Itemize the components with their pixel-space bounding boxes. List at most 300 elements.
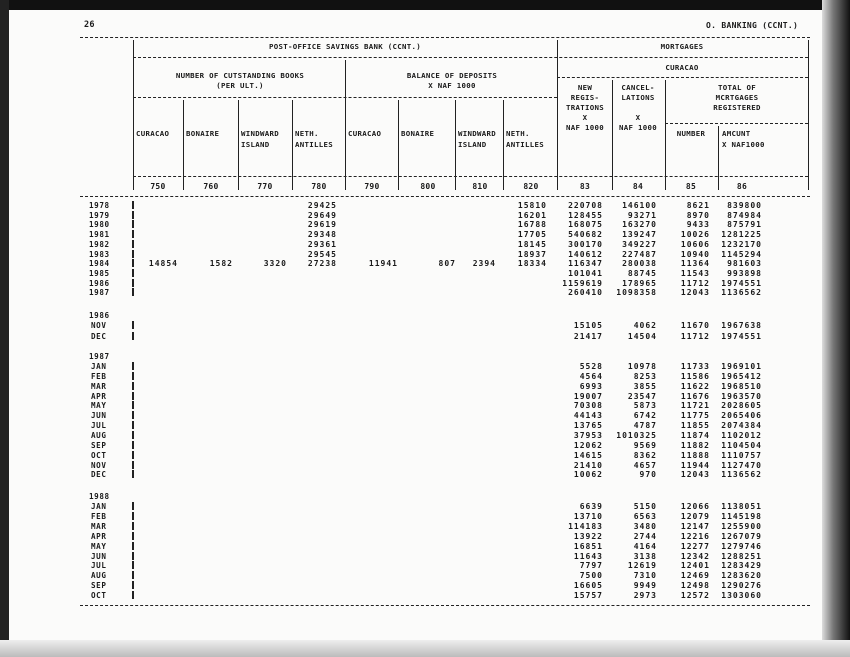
cell-value: 12498: [680, 581, 710, 591]
row-marker: [132, 220, 134, 228]
row-marker: [132, 421, 134, 429]
cell-value: 101041: [568, 268, 603, 278]
row-label: 1979: [89, 210, 110, 220]
row-marker: [132, 512, 134, 520]
column-header-line2: ANTILLES: [295, 140, 333, 149]
table-row: [0, 332, 850, 341]
month-label: SEP: [91, 440, 107, 450]
cell-value: 1281225: [721, 230, 762, 240]
cell-value: 18937: [517, 249, 547, 259]
cell-value: 11364: [680, 259, 710, 269]
cell-value: 1159619: [562, 278, 603, 288]
cell-value: 21417: [573, 331, 603, 341]
column-code: 85: [685, 182, 697, 191]
month-label: MAY: [91, 401, 107, 411]
cell-value: 1127470: [721, 460, 762, 470]
cell-value: 1969101: [721, 362, 762, 371]
cell-value: 1283620: [721, 571, 762, 581]
cell-value: 70308: [573, 401, 603, 411]
cell-value: 13710: [573, 511, 603, 521]
cell-value: 7310: [633, 571, 657, 581]
row-marker: [132, 542, 134, 550]
cell-value: 12342: [680, 551, 710, 561]
cell-value: 88745: [627, 268, 657, 278]
month-label: FEB: [91, 371, 107, 381]
cell-value: 280038: [622, 259, 657, 269]
row-marker: [132, 532, 134, 540]
month-label: FEB: [91, 511, 107, 521]
cell-value: 146100: [622, 201, 657, 210]
column-code: 780: [311, 182, 327, 191]
table-row: [0, 411, 850, 420]
row-marker: [132, 441, 134, 449]
cell-value: 2065406: [721, 411, 762, 421]
cell-value: 12043: [680, 288, 710, 298]
cancel-header: NAF 1000: [619, 123, 657, 132]
cell-value: 2394: [472, 259, 496, 269]
row-marker: [132, 411, 134, 419]
total-header: REGISTERED: [713, 103, 761, 112]
cell-value: 8970: [686, 210, 710, 220]
month-label: MAY: [91, 541, 107, 551]
month-label: SEP: [91, 581, 107, 591]
cell-value: 12062: [573, 440, 603, 450]
cell-value: 178965: [622, 278, 657, 288]
row-label: 1983: [89, 249, 110, 259]
row-marker: [132, 321, 134, 329]
rule: [80, 196, 810, 197]
month-label: OCT: [91, 591, 107, 601]
table-row: [0, 279, 850, 288]
cancel-header: LATIONS: [621, 93, 655, 102]
cell-value: 839800: [727, 201, 762, 210]
table-row: [0, 431, 850, 440]
cell-value: 4164: [633, 541, 657, 551]
new_reg-header: REGIS-: [570, 93, 600, 102]
column-code: 790: [364, 182, 380, 191]
cell-value: 11676: [680, 391, 710, 401]
row-marker: [132, 230, 134, 238]
cell-value: 875791: [727, 220, 762, 230]
cell-value: 1232170: [721, 239, 762, 249]
rule: [133, 97, 557, 98]
cell-value: 2028605: [721, 401, 762, 411]
cell-value: 1136562: [721, 288, 762, 298]
rule: [133, 57, 808, 58]
total-header: TOTAL OF: [718, 83, 756, 92]
year-heading: 1987: [89, 352, 110, 361]
column-header: NETH.: [295, 129, 319, 138]
cell-value: 3320: [263, 259, 287, 269]
column-code: 750: [150, 182, 166, 191]
rule: [612, 80, 613, 190]
cell-value: 540682: [568, 230, 603, 240]
cell-value: 12469: [680, 571, 710, 581]
scan-edge-top: [0, 0, 850, 10]
column-header: CURACAO: [136, 129, 170, 138]
cell-value: 300170: [568, 239, 603, 249]
table-row: [0, 470, 850, 479]
row-marker: [132, 250, 134, 258]
cell-value: 2744: [633, 531, 657, 541]
cell-value: 1110757: [721, 450, 762, 460]
row-marker: [132, 502, 134, 510]
row-label: 1984: [89, 259, 110, 269]
cell-value: 1145198: [721, 511, 762, 521]
books-title: NUMBER OF CUTSTANDING BOOKS: [175, 71, 305, 80]
column-header: BONAIRE: [401, 129, 435, 138]
row-marker: [132, 461, 134, 469]
row-marker: [132, 382, 134, 390]
cell-value: 1283429: [721, 561, 762, 571]
cell-value: 11775: [680, 411, 710, 421]
cell-value: 1255900: [721, 521, 762, 531]
table-row: [0, 382, 850, 391]
cell-value: 29649: [307, 210, 337, 220]
row-marker: [132, 259, 134, 267]
cell-value: 12043: [680, 470, 710, 480]
cell-value: 3480: [633, 521, 657, 531]
table-row: [0, 250, 850, 259]
cell-value: 981603: [727, 259, 762, 269]
cancel-header: X: [635, 113, 641, 122]
cell-value: 114183: [568, 521, 603, 531]
deposits-subtitle: X NAF 1000: [428, 81, 476, 90]
cell-value: 1145294: [721, 249, 762, 259]
row-marker: [132, 392, 134, 400]
column-code: 84: [632, 182, 644, 191]
table-row: [0, 522, 850, 531]
cell-value: 93271: [627, 210, 657, 220]
rule: [557, 77, 808, 78]
row-label: 1981: [89, 230, 110, 240]
cell-value: 10062: [573, 470, 603, 480]
cell-value: 12147: [680, 521, 710, 531]
cell-value: 1010325: [616, 430, 657, 440]
table-row: [0, 401, 850, 410]
table-row: [0, 512, 850, 521]
column-code: 800: [420, 182, 436, 191]
row-marker: [132, 362, 134, 370]
cell-value: 23547: [627, 391, 657, 401]
row-label: 1982: [89, 239, 110, 249]
new_reg-header: TRATIONS: [566, 103, 604, 112]
cell-value: 5150: [633, 502, 657, 511]
cell-value: 1104504: [721, 440, 762, 450]
table-row: [0, 421, 850, 430]
amount-header: AMCUNT: [722, 129, 751, 138]
cell-value: 349227: [622, 239, 657, 249]
cell-value: 1288251: [721, 551, 762, 561]
cell-value: 1974551: [721, 278, 762, 288]
row-marker: [132, 431, 134, 439]
cell-value: 9569: [633, 440, 657, 450]
column-code: 820: [523, 182, 539, 191]
column-header-line2: ISLAND: [458, 140, 487, 149]
cancel-header: CANCEL-: [621, 83, 655, 92]
cell-value: 227487: [622, 249, 657, 259]
table-row: [0, 581, 850, 590]
cell-value: 8253: [633, 371, 657, 381]
rule: [133, 176, 808, 177]
month-label: AUG: [91, 430, 107, 440]
cell-value: 3855: [633, 381, 657, 391]
table-row: [0, 259, 850, 268]
row-marker: [132, 571, 134, 579]
cell-value: 18145: [517, 239, 547, 249]
table-row: [0, 288, 850, 297]
cell-value: 12572: [680, 591, 710, 601]
year-heading: 1988: [89, 492, 110, 501]
cell-value: 10026: [680, 230, 710, 240]
table-row: [0, 321, 850, 330]
table-row: [0, 362, 850, 371]
cell-value: 1136562: [721, 470, 762, 480]
cell-value: 6563: [633, 511, 657, 521]
column-code: 86: [736, 182, 748, 191]
cell-value: 11944: [680, 460, 710, 470]
row-marker: [132, 279, 134, 287]
row-marker: [132, 288, 134, 296]
cell-value: 12277: [680, 541, 710, 551]
rule: [133, 40, 134, 190]
row-label: 1985: [89, 268, 110, 278]
cell-value: 37953: [573, 430, 603, 440]
amount-unit: X NAF1000: [722, 140, 765, 149]
month-label: NOV: [91, 321, 107, 330]
cell-value: 8362: [633, 450, 657, 460]
row-label: 1980: [89, 220, 110, 230]
cell-value: 1303060: [721, 591, 762, 601]
cell-value: 128455: [568, 210, 603, 220]
row-marker: [132, 269, 134, 277]
column-header: NETH.: [506, 129, 530, 138]
column-header: WINDWARD: [241, 129, 279, 138]
month-label: NOV: [91, 460, 107, 470]
cell-value: 14615: [573, 450, 603, 460]
cell-value: 29425: [307, 201, 337, 210]
row-marker: [132, 201, 134, 209]
cell-value: 3138: [633, 551, 657, 561]
cell-value: 13922: [573, 531, 603, 541]
column-code: 770: [257, 182, 273, 191]
cell-value: 11643: [573, 551, 603, 561]
cell-value: 1582: [209, 259, 233, 269]
row-label: 1978: [89, 201, 110, 210]
cell-value: 18334: [517, 259, 547, 269]
cell-value: 4564: [579, 371, 603, 381]
cell-value: 11888: [680, 450, 710, 460]
cell-value: 11622: [680, 381, 710, 391]
month-label: AUG: [91, 571, 107, 581]
total-header: MCRTGAGES: [715, 93, 759, 102]
row-label: 1987: [89, 288, 110, 298]
row-marker: [132, 470, 134, 478]
table-row: [0, 441, 850, 450]
cell-value: 10978: [627, 362, 657, 371]
cell-value: 1963570: [721, 391, 762, 401]
cell-value: 4657: [633, 460, 657, 470]
new_reg-header: NAF 1000: [566, 123, 604, 132]
rule: [718, 126, 719, 190]
column-header: BONAIRE: [186, 129, 220, 138]
row-marker: [132, 591, 134, 599]
cell-value: 993898: [727, 268, 762, 278]
cell-value: 139247: [622, 230, 657, 240]
rule: [808, 40, 809, 190]
table-row: [0, 571, 850, 580]
cell-value: 19007: [573, 391, 603, 401]
rule: [665, 80, 666, 190]
column-code: 810: [472, 182, 488, 191]
cell-value: 11733: [680, 362, 710, 371]
cell-value: 6639: [579, 502, 603, 511]
month-label: OCT: [91, 450, 107, 460]
cell-value: 1098358: [616, 288, 657, 298]
month-label: DEC: [91, 470, 107, 480]
cell-value: 874984: [727, 210, 762, 220]
table-row: [0, 532, 850, 541]
cell-value: 11721: [680, 401, 710, 411]
month-label: JUL: [91, 561, 107, 571]
table-row: [0, 220, 850, 229]
rule: [557, 40, 558, 190]
year-heading: 1986: [89, 311, 110, 320]
column-header-line2: ANTILLES: [506, 140, 544, 149]
cell-value: 10606: [680, 239, 710, 249]
rule: [80, 37, 810, 38]
table-row: [0, 502, 850, 511]
cell-value: 15757: [573, 591, 603, 601]
page-number: 26: [84, 20, 95, 30]
table-row: [0, 372, 850, 381]
month-label: MAR: [91, 381, 107, 391]
month-label: JUN: [91, 411, 107, 421]
table-row: [0, 542, 850, 551]
number-header: NUMBER: [676, 129, 706, 138]
cell-value: 27238: [307, 259, 337, 269]
row-marker: [132, 522, 134, 530]
cell-value: 21410: [573, 460, 603, 470]
cell-value: 2973: [633, 591, 657, 601]
mortgages-title: MORTGAGES: [660, 42, 704, 51]
cell-value: 12216: [680, 531, 710, 541]
cell-value: 1267079: [721, 531, 762, 541]
table-row: [0, 552, 850, 561]
cell-value: 8621: [686, 201, 710, 210]
month-label: JUN: [91, 551, 107, 561]
table-row: [0, 451, 850, 460]
cell-value: 29361: [307, 239, 337, 249]
cell-value: 11855: [680, 421, 710, 431]
rule: [665, 123, 808, 124]
cell-value: 140612: [568, 249, 603, 259]
cell-value: 13765: [573, 421, 603, 431]
deposits-title: BALANCE OF DEPOSITS: [406, 71, 498, 80]
cell-value: 168075: [568, 220, 603, 230]
cell-value: 15105: [573, 321, 603, 330]
cell-value: 1290276: [721, 581, 762, 591]
cell-value: 6993: [579, 381, 603, 391]
cell-value: 16605: [573, 581, 603, 591]
cell-value: 1974551: [721, 331, 762, 341]
books-subtitle: (PER ULT.): [216, 81, 264, 90]
cell-value: 29545: [307, 249, 337, 259]
section-title: O. BANKING (CCNT.): [706, 21, 799, 30]
rule-bottom: [80, 605, 810, 606]
table-row: [0, 461, 850, 470]
cell-value: 29619: [307, 220, 337, 230]
cell-value: 2074384: [721, 421, 762, 431]
cell-value: 44143: [573, 411, 603, 421]
column-code: 83: [579, 182, 591, 191]
cell-value: 17705: [517, 230, 547, 240]
curacao-title: CURACAO: [665, 63, 699, 72]
cell-value: 1138051: [721, 502, 762, 511]
cell-value: 12619: [627, 561, 657, 571]
table-row: [0, 392, 850, 401]
cell-value: 4787: [633, 421, 657, 431]
cell-value: 11712: [680, 278, 710, 288]
cell-value: 7797: [579, 561, 603, 571]
month-label: JAN: [91, 502, 107, 511]
cell-value: 970: [639, 470, 657, 480]
cell-value: 5873: [633, 401, 657, 411]
table-row: [0, 230, 850, 239]
cell-value: 11882: [680, 440, 710, 450]
cell-value: 7500: [579, 571, 603, 581]
row-marker: [132, 332, 134, 340]
cell-value: 116347: [568, 259, 603, 269]
table-row: [0, 211, 850, 220]
row-marker: [132, 552, 134, 560]
cell-value: 1279746: [721, 541, 762, 551]
cell-value: 16851: [573, 541, 603, 551]
cell-value: 260410: [568, 288, 603, 298]
cell-value: 29348: [307, 230, 337, 240]
table-row: [0, 269, 850, 278]
month-label: DEC: [91, 331, 107, 341]
cell-value: 163270: [622, 220, 657, 230]
month-label: JUL: [91, 421, 107, 431]
cell-value: 1968510: [721, 381, 762, 391]
cell-value: 11586: [680, 371, 710, 381]
month-label: APR: [91, 391, 107, 401]
cell-value: 9433: [686, 220, 710, 230]
cell-value: 807: [438, 259, 456, 269]
row-marker: [132, 561, 134, 569]
row-marker: [132, 451, 134, 459]
cell-value: 10940: [680, 249, 710, 259]
cell-value: 6742: [633, 411, 657, 421]
month-label: APR: [91, 531, 107, 541]
row-marker: [132, 211, 134, 219]
new_reg-header: X: [582, 113, 588, 122]
table-row: [0, 240, 850, 249]
cell-value: 11712: [680, 331, 710, 341]
scan-edge-bottom: [0, 640, 850, 657]
cell-value: 1102012: [721, 430, 762, 440]
month-label: MAR: [91, 521, 107, 531]
cell-value: 9949: [633, 581, 657, 591]
row-marker: [132, 581, 134, 589]
cell-value: 11543: [680, 268, 710, 278]
cell-value: 4062: [633, 321, 657, 330]
cell-value: 14854: [148, 259, 178, 269]
column-code: 760: [203, 182, 219, 191]
cell-value: 12401: [680, 561, 710, 571]
column-header: WINDWARD: [458, 129, 496, 138]
